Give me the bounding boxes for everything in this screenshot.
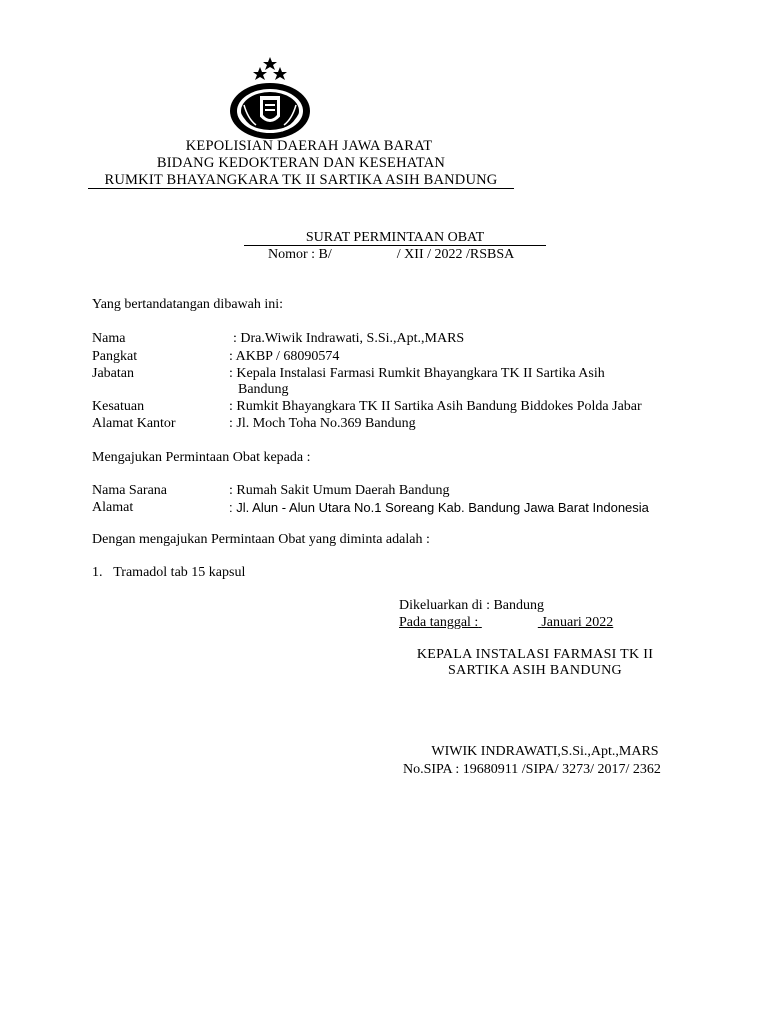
- list-item: [92, 565, 245, 581]
- letterhead-line3: RUMKIT BHAYANGKARA TK II SARTIKA ASIH BANDUNG: [104, 172, 498, 188]
- signatory-name: WIWIK INDRAWATI,S.Si.,Apt.,MARS: [431, 744, 659, 759]
- field-label: Jabatan: [92, 366, 134, 381]
- issued-date: [399, 615, 623, 631]
- document-number-label: Nomor : B/: [268, 247, 332, 262]
- field-label: Pangkat: [92, 349, 138, 364]
- list-item-number: 1.: [92, 565, 103, 580]
- field-value-cont: Bandung: [238, 382, 289, 397]
- field-label: Nama: [92, 331, 126, 346]
- field-value: : Rumkit Bhayangkara TK II Sartika Asih Bandung Biddokes Polda Jabar: [229, 399, 642, 414]
- signatory-sipa: No.SIPA : 19680911 /SIPA/ 3273/ 2017/ 2362: [403, 762, 661, 777]
- signatory-position-line2: SARTIKA ASIH BANDUNG: [448, 663, 622, 678]
- field-label: Alamat Kantor: [92, 416, 176, 431]
- issued-date-value: Januari 2022: [541, 615, 614, 630]
- letterhead-line2: BIDANG KEDOKTERAN DAN KESEHATAN: [156, 155, 446, 171]
- document-title-text: SURAT PERMINTAAN OBAT: [305, 230, 485, 245]
- intro-text: Yang bertandatangan dibawah ini:: [92, 297, 284, 312]
- issued-place: Dikeluarkan di : Bandung: [399, 598, 545, 613]
- request-intro: Mengajukan Permintaan Obat kepada :: [92, 450, 311, 465]
- field-label: Kesatuan: [92, 399, 145, 414]
- field-value: : Jl. Alun - Alun Utara No.1 Soreang Kab. Bandung Jawa Barat Indonesia: [229, 500, 649, 515]
- letterhead-divider: [88, 188, 514, 189]
- field-value: : AKBP / 68090574: [229, 349, 340, 364]
- field-value: : Kepala Instalasi Farmasi Rumkit Bhayangkara TK II Sartika Asih: [229, 366, 605, 381]
- field-value: : Dra.Wiwik Indrawati, S.Si.,Apt.,MARS: [233, 331, 465, 346]
- document-title: [244, 230, 546, 246]
- field-value: : Rumah Sakit Umum Daerah Bandung: [229, 483, 450, 498]
- letterhead-line1: KEPOLISIAN DAERAH JAWA BARAT: [185, 138, 433, 154]
- police-emblem-icon: [226, 55, 314, 143]
- document-number: [268, 247, 514, 263]
- field-label: Alamat: [92, 500, 134, 515]
- list-intro: Dengan mengajukan Permintaan Obat yang diminta adalah :: [92, 532, 430, 547]
- field-value: : Jl. Moch Toha No.369 Bandung: [229, 416, 416, 431]
- letterhead: [88, 138, 514, 189]
- document-number-suffix: / XII / 2022 /RSBSA: [396, 247, 515, 262]
- signatory-position-line1: KEPALA INSTALASI FARMASI TK II: [416, 647, 654, 662]
- list-item-text: Tramadol tab 15 kapsul: [113, 565, 246, 580]
- issued-date-label: Pada tanggal :: [399, 615, 479, 630]
- field-label: Nama Sarana: [92, 483, 168, 498]
